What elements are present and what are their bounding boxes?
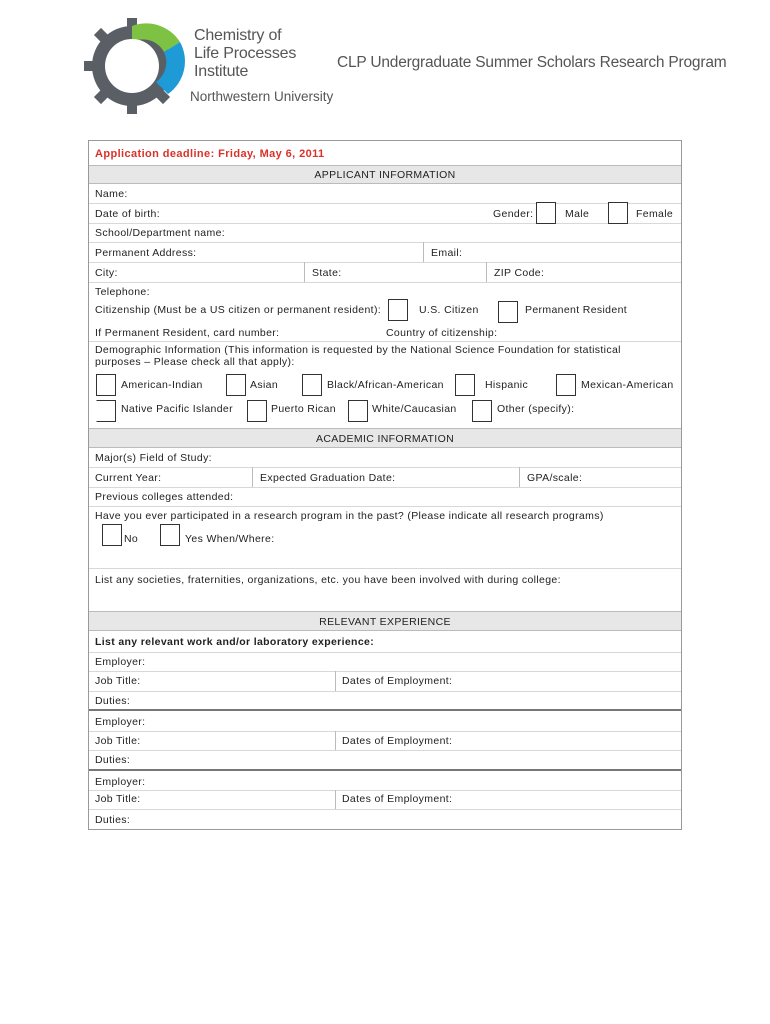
address-label: Permanent Address: — [95, 247, 197, 259]
research-row — [89, 506, 681, 569]
research-no-checkbox[interactable] — [102, 524, 122, 546]
name-label: Name: — [95, 188, 128, 200]
dates-1-label: Dates of Employment: — [342, 675, 453, 687]
experience-intro-row — [89, 631, 681, 653]
address-row — [89, 242, 681, 263]
demographic-row — [89, 341, 681, 429]
year-row — [89, 467, 681, 488]
applicant-section-title: APPLICANT INFORMATION — [314, 169, 456, 181]
experience-intro: List any relevant work and/or laboratory experience: — [95, 636, 375, 648]
black-label: Black/African-American — [327, 379, 444, 391]
mexican-label: Mexican-American — [581, 379, 674, 391]
job-1-row — [89, 671, 681, 692]
job-3-row — [89, 790, 681, 810]
org-name-line3: Institute — [194, 63, 249, 80]
citizenship-row — [89, 301, 681, 342]
city-label: City: — [95, 267, 118, 279]
org-name-line1: Chemistry of — [194, 27, 282, 44]
other-label: Other (specify): — [497, 403, 575, 415]
school-row[interactable] — [89, 223, 681, 243]
gender-female-label: Female — [636, 208, 674, 220]
employer-1-row[interactable] — [89, 652, 681, 672]
research-yes-label: Yes When/Where: — [185, 533, 275, 545]
other-checkbox[interactable] — [472, 400, 492, 422]
duties-2-label: Duties: — [95, 754, 131, 766]
gender-label: Gender: — [493, 208, 534, 220]
asian-label: Asian — [250, 379, 279, 391]
university-name: Northwestern University — [190, 89, 334, 104]
previous-colleges-row[interactable] — [89, 487, 681, 507]
employer-2-row[interactable] — [89, 711, 681, 732]
hispanic-label: Hispanic — [485, 379, 529, 391]
gender-female-checkbox[interactable] — [608, 202, 628, 224]
employer-3-label: Employer: — [95, 776, 146, 788]
application-deadline: Application deadline: Friday, May 6, 2011 — [95, 148, 325, 160]
american-indian-checkbox[interactable] — [96, 374, 116, 396]
permanent-resident-label: Permanent Resident — [525, 304, 628, 316]
dates-2-label: Dates of Employment: — [342, 735, 453, 747]
employer-2-label: Employer: — [95, 716, 146, 728]
deadline-row — [89, 141, 681, 165]
us-citizen-checkbox[interactable] — [388, 299, 408, 321]
experience-section-header — [89, 611, 681, 631]
name-row[interactable] — [89, 184, 681, 204]
asian-checkbox[interactable] — [226, 374, 246, 396]
academic-section-title: ACADEMIC INFORMATION — [315, 433, 455, 445]
zip-label: ZIP Code: — [494, 267, 545, 279]
card-number-label: If Permanent Resident, card number: — [95, 327, 280, 339]
permanent-resident-checkbox[interactable] — [498, 301, 518, 323]
previous-colleges-label: Previous colleges attended: — [95, 491, 234, 503]
puerto-rican-label: Puerto Rican — [271, 403, 336, 415]
research-yes-checkbox[interactable] — [160, 524, 180, 546]
research-question: Have you ever participated in a research program in the past? (Please indicate all research programs) — [95, 510, 604, 522]
job-2-row — [89, 731, 681, 751]
dob-gender-row — [89, 203, 681, 224]
job-title-2-label: Job Title: — [95, 735, 141, 747]
puerto-rican-checkbox[interactable] — [247, 400, 267, 422]
job-title-1-label: Job Title: — [95, 675, 141, 687]
duties-2-row[interactable] — [89, 750, 681, 769]
white-label: White/Caucasian — [372, 403, 457, 415]
application-form — [88, 140, 682, 830]
employer-3-row[interactable] — [89, 771, 681, 791]
gender-male-label: Male — [565, 208, 590, 220]
telephone-row[interactable] — [89, 282, 681, 301]
academic-section-header — [89, 428, 681, 448]
experience-section-title: RELEVANT EXPERIENCE — [319, 616, 451, 628]
us-citizen-label: U.S. Citizen — [419, 304, 479, 316]
current-year-label: Current Year: — [95, 472, 162, 484]
major-row[interactable] — [89, 448, 681, 468]
societies-row[interactable] — [89, 568, 681, 610]
black-checkbox[interactable] — [302, 374, 322, 396]
institute-logo — [84, 12, 188, 116]
citizenship-label: Citizenship (Must be a US citizen or permanent resident): — [95, 304, 382, 316]
major-label: Major(s) Field of Study: — [95, 452, 212, 464]
research-no-label: No — [124, 533, 139, 545]
white-checkbox[interactable] — [348, 400, 368, 422]
school-label: School/Department name: — [95, 227, 226, 239]
hispanic-checkbox[interactable] — [455, 374, 475, 396]
graduation-label: Expected Graduation Date: — [260, 472, 396, 484]
pacific-checkbox[interactable] — [96, 400, 116, 422]
program-title: CLP Undergraduate Summer Scholars Research Program — [337, 54, 727, 71]
gender-male-checkbox[interactable] — [536, 202, 556, 224]
societies-label: List any societies, fraternities, organizations, etc. you have been involved with during college: — [95, 574, 561, 586]
duties-1-label: Duties: — [95, 695, 131, 707]
gpa-label: GPA/scale: — [527, 472, 583, 484]
dob-label: Date of birth: — [95, 208, 161, 220]
american-indian-label: American-Indian — [121, 379, 203, 391]
duties-3-row[interactable] — [89, 809, 681, 829]
country-label: Country of citizenship: — [386, 327, 498, 339]
telephone-label: Telephone: — [95, 286, 150, 298]
duties-3-label: Duties: — [95, 814, 131, 826]
city-row — [89, 262, 681, 283]
employer-1-label: Employer: — [95, 656, 146, 668]
job-title-3-label: Job Title: — [95, 793, 141, 805]
mexican-checkbox[interactable] — [556, 374, 576, 396]
applicant-section-header — [89, 165, 681, 184]
duties-1-row[interactable] — [89, 691, 681, 709]
demographic-line1: Demographic Information (This information is requested by the National Science Foundation for statistical — [95, 344, 621, 356]
demographic-line2: purposes – Please check all that apply): — [95, 356, 295, 368]
dates-3-label: Dates of Employment: — [342, 793, 453, 805]
pacific-label: Native Pacific Islander — [121, 403, 233, 415]
email-label: Email: — [431, 247, 463, 259]
state-label: State: — [312, 267, 342, 279]
org-name-line2: Life Processes — [194, 45, 297, 62]
